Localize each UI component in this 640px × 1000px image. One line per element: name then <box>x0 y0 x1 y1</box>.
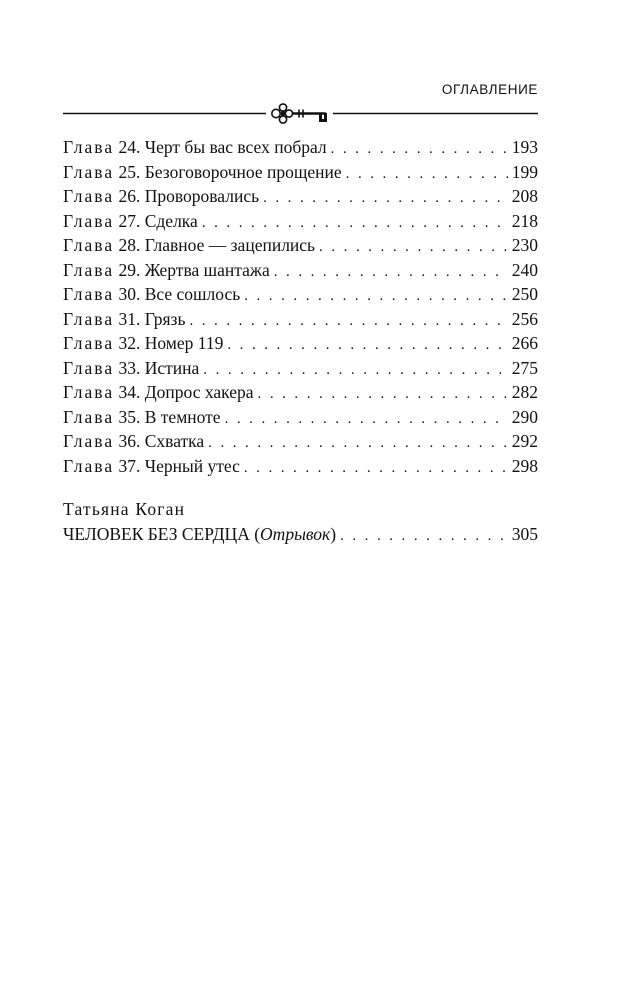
dot-leader <box>244 284 508 309</box>
dot-leader <box>319 235 508 260</box>
dot-leader <box>340 524 508 549</box>
key-icon <box>272 104 325 123</box>
chapter-title: 29. Жертва шантажа <box>118 259 270 280</box>
chapter-title: 35. В темноте <box>118 406 221 427</box>
toc-entry[interactable] <box>63 258 538 283</box>
chapter-title: 36. Схватка <box>118 431 205 451</box>
page-number: 240 <box>511 259 538 280</box>
chapter-prefix: Глава <box>63 186 115 206</box>
toc-entry-title <box>63 209 198 234</box>
chapter-prefix: Глава <box>63 308 115 329</box>
chapter-title: 28. Главное — зацепились <box>118 235 316 255</box>
page-number: 292 <box>511 431 538 451</box>
page-number: 230 <box>511 235 538 255</box>
excerpt-note-close: ) <box>330 524 337 544</box>
excerpt-entry[interactable] <box>63 522 538 547</box>
excerpt-entry-title <box>63 522 336 547</box>
excerpt-author: Татьяна Коган <box>63 499 186 519</box>
toc-entry-title <box>63 331 223 356</box>
toc-entry[interactable] <box>63 380 538 405</box>
toc-entry[interactable] <box>63 160 538 185</box>
toc-entry-title <box>63 380 254 405</box>
chapter-title: 31. Грязь <box>118 308 186 329</box>
chapter-title: 30. Все сошлось <box>118 284 241 304</box>
page-number: 266 <box>511 333 538 353</box>
dot-leader <box>208 431 508 456</box>
toc-entry[interactable] <box>63 454 538 479</box>
dot-leader <box>331 137 508 162</box>
table-of-contents <box>63 135 538 478</box>
chapter-title: 25. Безоговорочное прощение <box>118 161 342 182</box>
dot-leader <box>274 260 508 285</box>
toc-entry[interactable] <box>63 282 538 307</box>
toc-entry[interactable] <box>63 307 538 332</box>
toc-entry-title <box>63 356 199 381</box>
key-ornament-divider <box>63 99 538 129</box>
chapter-prefix: Глава <box>63 210 115 231</box>
chapter-title: 24. Черт бы вас всех побрал <box>118 137 327 157</box>
toc-entry-title <box>63 258 270 283</box>
toc-entry-title <box>63 160 342 185</box>
dot-leader <box>258 382 508 407</box>
toc-entry-title <box>63 429 204 454</box>
dot-leader <box>203 358 507 383</box>
chapter-prefix: Глава <box>63 161 115 182</box>
page-number: 275 <box>511 357 538 378</box>
chapter-title: 34. Допрос хакера <box>118 382 254 402</box>
chapter-prefix: Глава <box>63 357 115 378</box>
page-number: 193 <box>511 137 538 157</box>
chapter-prefix: Глава <box>63 284 115 304</box>
page-number: 290 <box>511 406 538 427</box>
chapter-prefix: Глава <box>63 259 115 280</box>
running-header: ОГЛАВЛЕНИЕ <box>441 82 538 97</box>
toc-entry-title <box>63 282 240 307</box>
toc-entry[interactable] <box>63 331 538 356</box>
toc-entry-title <box>63 184 259 209</box>
toc-entry[interactable] <box>63 209 538 234</box>
excerpt-book-title: ЧЕЛОВЕК БЕЗ СЕРДЦА <box>63 524 250 544</box>
toc-entry-title <box>63 307 185 332</box>
excerpt-note-open: ( <box>249 524 261 544</box>
dot-leader <box>189 309 507 334</box>
page-number: 305 <box>511 524 538 544</box>
excerpt-note: Отрывок <box>260 524 331 544</box>
chapter-prefix: Глава <box>63 406 115 427</box>
toc-entry-title <box>63 233 315 258</box>
page-number: 256 <box>511 308 538 329</box>
excerpt-section <box>63 497 538 547</box>
page-number: 208 <box>511 186 538 206</box>
dot-leader <box>263 186 508 211</box>
dot-leader <box>202 211 508 236</box>
page-number: 298 <box>511 455 538 476</box>
chapter-prefix: Глава <box>63 137 115 157</box>
chapter-prefix: Глава <box>63 431 115 451</box>
toc-entry-title <box>63 135 327 160</box>
chapter-title: 26. Проворовались <box>118 186 260 206</box>
toc-entry-title <box>63 454 240 479</box>
dot-leader <box>244 456 508 481</box>
chapter-prefix: Глава <box>63 382 115 402</box>
toc-entry[interactable] <box>63 356 538 381</box>
toc-entry[interactable] <box>63 135 538 160</box>
dot-leader <box>346 162 508 187</box>
toc-entry[interactable] <box>63 233 538 258</box>
toc-entry[interactable] <box>63 405 538 430</box>
chapter-title: 27. Сделка <box>118 210 198 231</box>
chapter-prefix: Глава <box>63 333 115 353</box>
toc-entry[interactable] <box>63 184 538 209</box>
page-number: 282 <box>511 382 538 402</box>
toc-entry[interactable] <box>63 429 538 454</box>
chapter-title: 33. Истина <box>118 357 200 378</box>
page-number: 250 <box>511 284 538 304</box>
toc-entry-title <box>63 405 221 430</box>
page-number: 218 <box>511 210 538 231</box>
chapter-title: 37. Черный утес <box>118 455 240 476</box>
page-number: 199 <box>511 161 538 182</box>
chapter-prefix: Глава <box>63 455 115 476</box>
dot-leader <box>227 333 507 358</box>
chapter-title: 32. Номер 119 <box>118 333 224 353</box>
dot-leader <box>225 407 508 432</box>
chapter-prefix: Глава <box>63 235 115 255</box>
